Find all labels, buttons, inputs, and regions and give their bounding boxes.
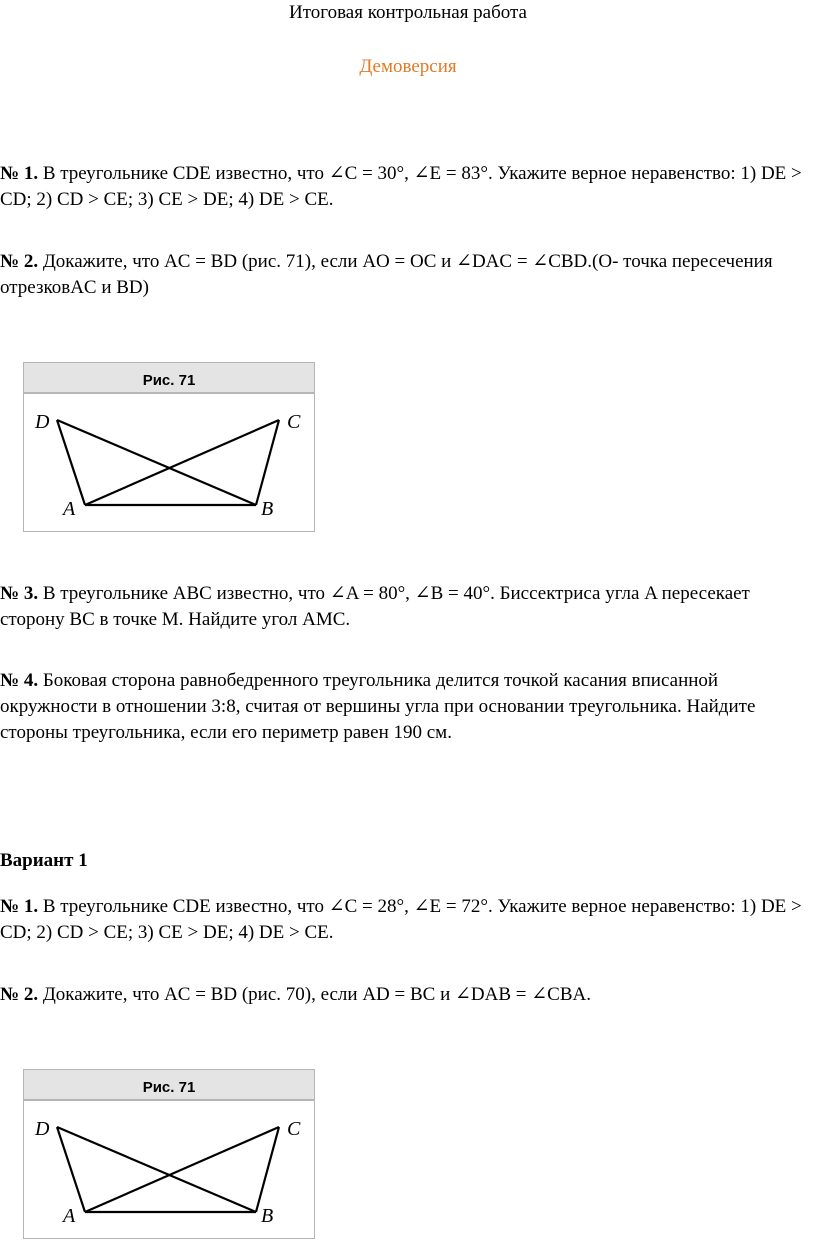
variant1-task-1 xyxy=(0,894,812,946)
document-title: Итоговая контрольная работа xyxy=(288,2,527,23)
task-text: Докажите, что AC = BD (рис. 70), если AD = BC и ∠DAB = ∠CBA. xyxy=(42,984,591,1005)
demo-task-2 xyxy=(0,249,812,301)
task-text: Боковая сторона равнобедренного треугольника делится точкой касания вписанной окружности в отношении 3:8, считая от вершины угла при основании треугольника. Найдите стороны треугольника, если его периметр равен 190 см. xyxy=(0,670,756,743)
label-B: B xyxy=(261,1205,274,1227)
label-D: D xyxy=(35,411,50,433)
task-text: В треугольнике ABC известно, что ∠A = 80°, ∠B = 40°. Биссектриса угла A пересекает сторону BC в точке M. Найдите угол AMC. xyxy=(0,583,750,630)
task-number: № 1. xyxy=(0,163,39,184)
variant1-task-2 xyxy=(0,982,812,1008)
task-number: № 4. xyxy=(0,670,39,691)
label-D: D xyxy=(35,1118,50,1140)
demo-task-3 xyxy=(0,581,812,633)
task-number: № 1. xyxy=(0,896,39,917)
figure-caption: Рис. 71 xyxy=(142,372,196,389)
label-C: C xyxy=(287,411,301,433)
label-C: C xyxy=(287,1118,301,1140)
task-text: В треугольнике CDE известно, что ∠C = 30°, ∠E = 83°. Укажите верное неравенство: 1) DE > CD; 2) CD > CE; 3) CE > DE; 4) DE > CE. xyxy=(0,163,802,210)
task-text: В треугольнике CDE известно, что ∠C = 28°, ∠E = 72°. Укажите верное неравенство: 1) DE > CD; 2) CD > CE; 3) CE > DE; 4) DE > CE. xyxy=(0,896,802,943)
demo-task-1 xyxy=(0,161,812,213)
figure-caption: Рис. 71 xyxy=(142,1079,196,1096)
figure-71-demo xyxy=(23,362,315,532)
task-number: № 2. xyxy=(0,251,39,272)
document-subtitle: Демоверсия xyxy=(359,56,457,77)
label-A: A xyxy=(63,1205,76,1227)
variant-heading: Вариант 1 xyxy=(0,850,88,871)
label-A: A xyxy=(63,498,76,520)
figure-71-variant1 xyxy=(23,1069,315,1239)
task-number: № 3. xyxy=(0,583,39,604)
task-number: № 2. xyxy=(0,984,39,1005)
task-text: Докажите, что AC = BD (рис. 71), если AO = OC и ∠DAC = ∠CBD.(O- точка пересечения отрезковAC и BD) xyxy=(0,251,773,298)
label-B: B xyxy=(261,498,274,520)
demo-task-4 xyxy=(0,668,812,746)
